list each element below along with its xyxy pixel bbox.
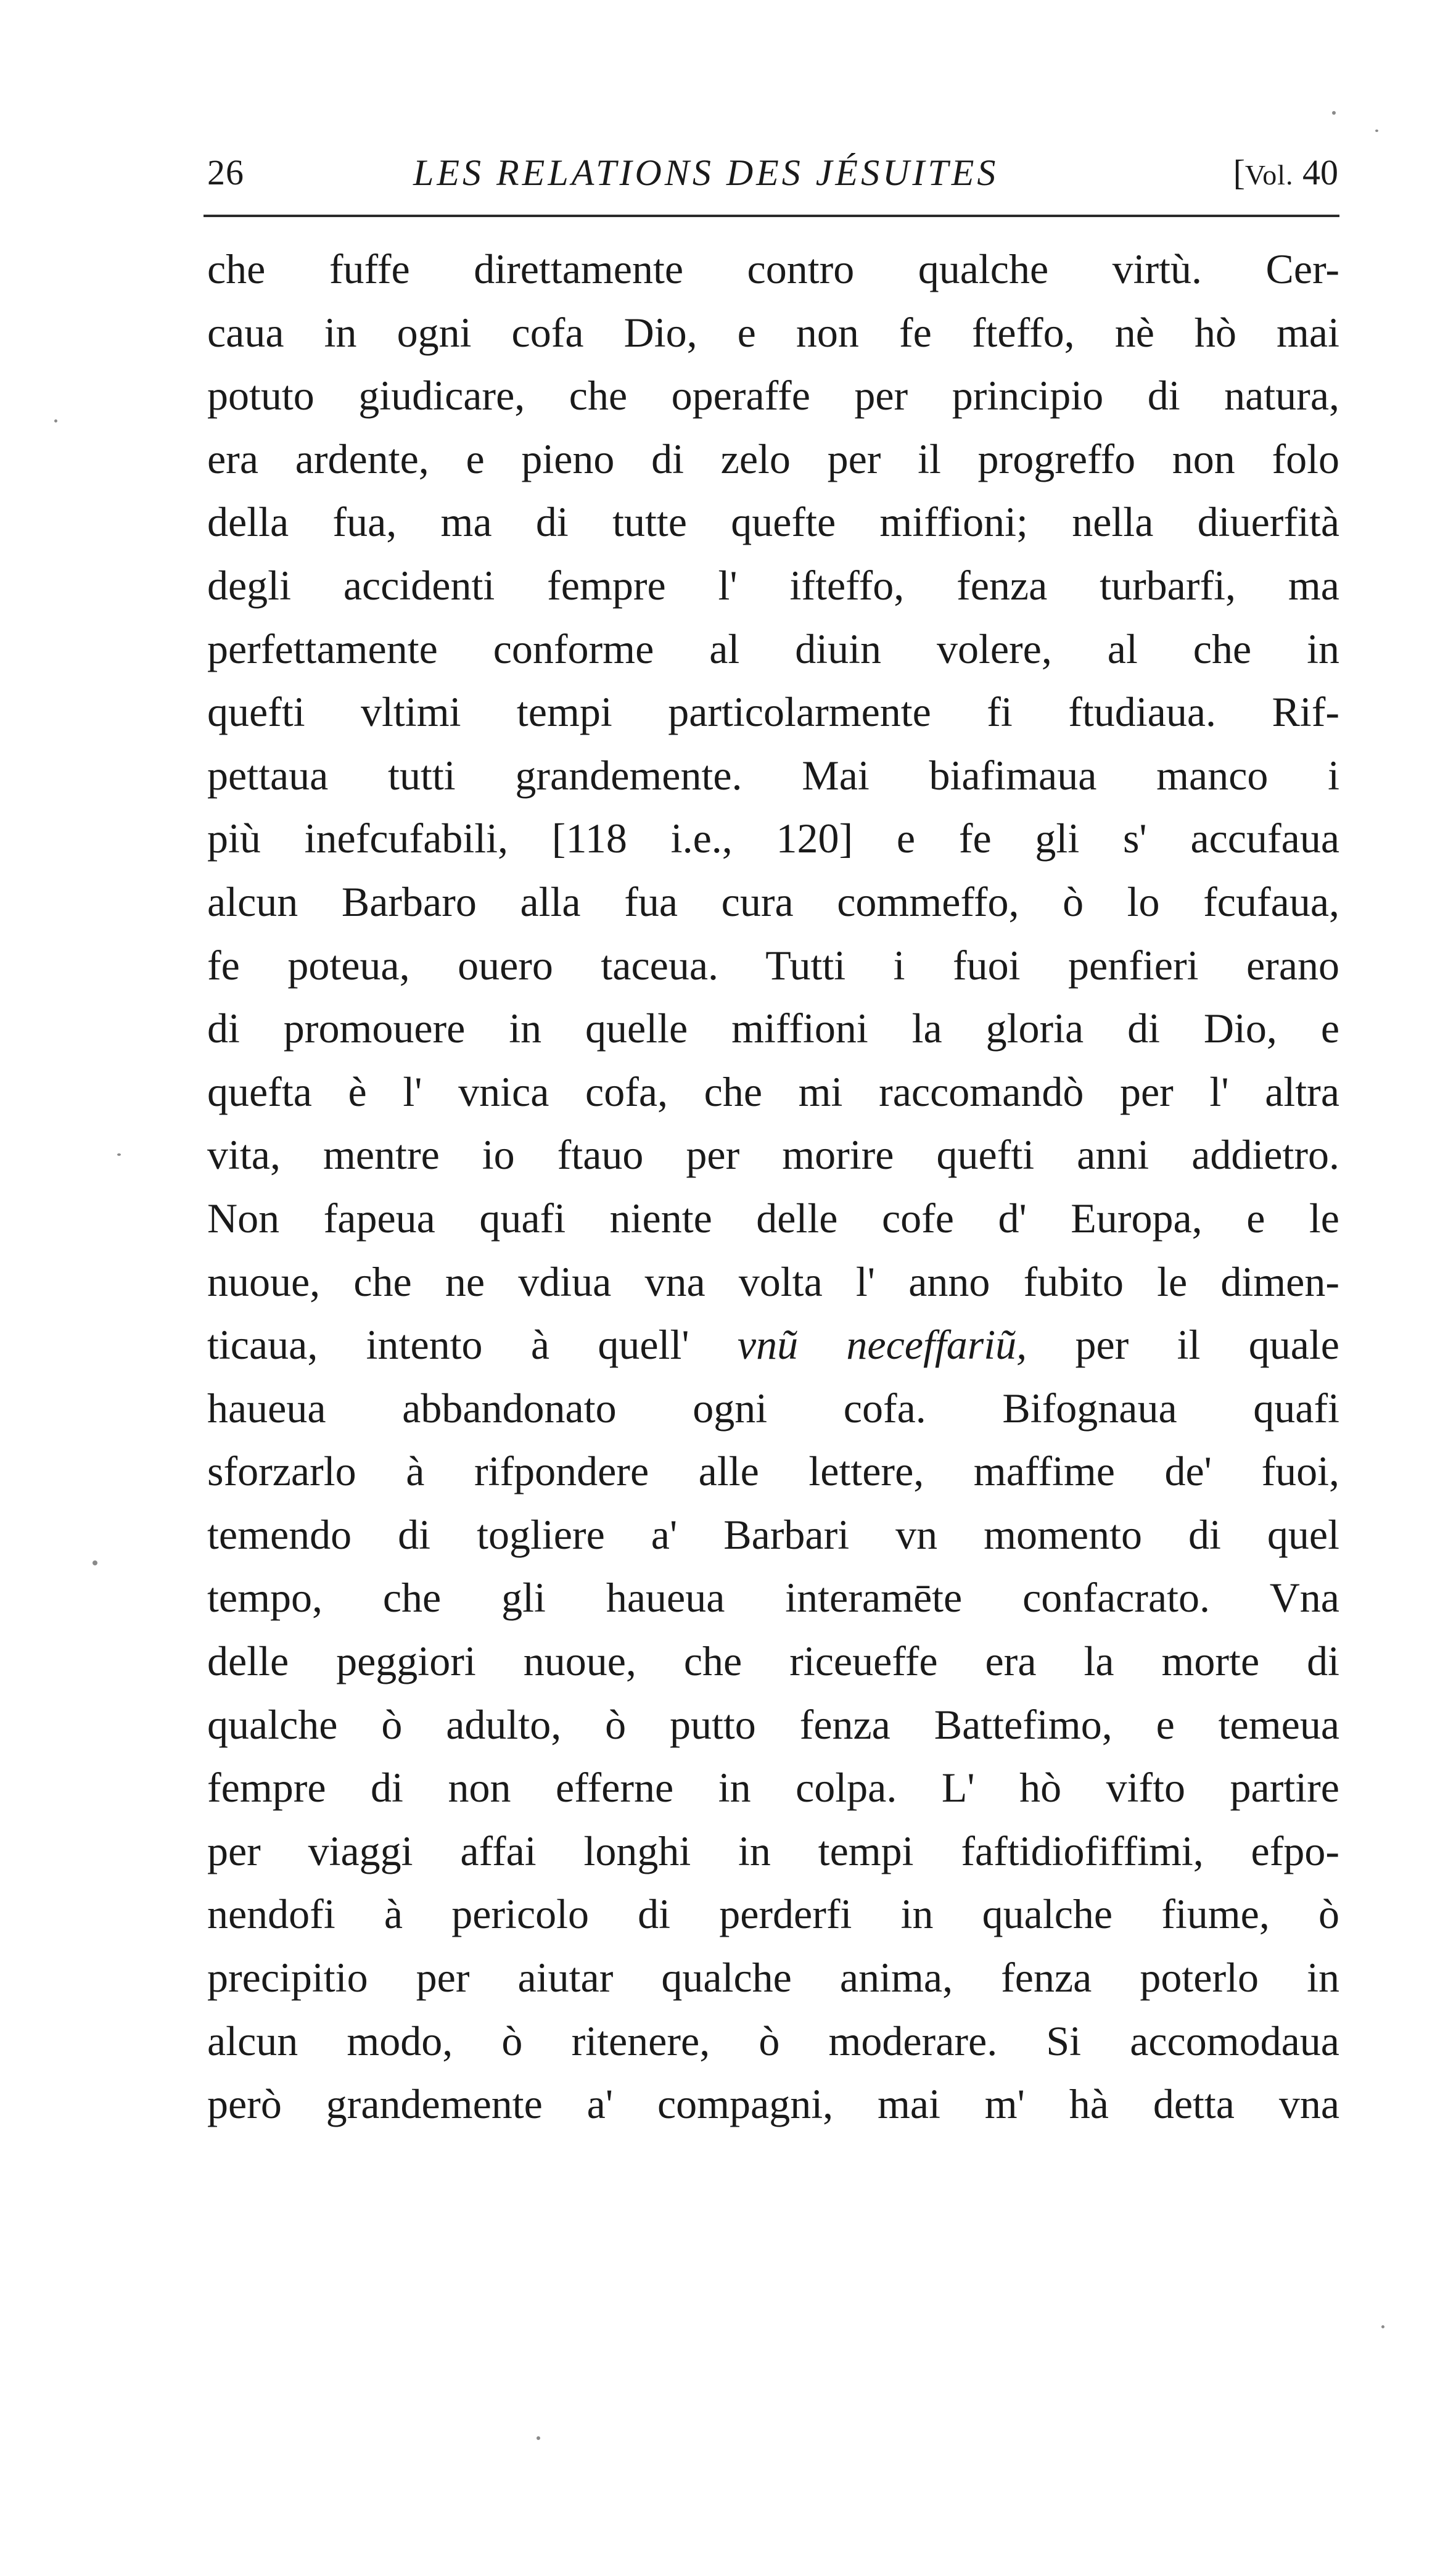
text-line: della fua, ma di tutte quefte miffioni; nella diuerfità bbox=[207, 498, 1339, 546]
text-line: Non fapeua quafi niente delle cofe d' Europa, e le bbox=[207, 1194, 1339, 1242]
scan-speck bbox=[1375, 130, 1378, 132]
text-line: perfettamente conforme al diuin volere, al che in bbox=[207, 625, 1339, 672]
text-line: alcun Barbaro alla fua cura commeffo, ò lo fcufaua, bbox=[207, 878, 1339, 925]
text-line: fe poteua, ouero taceua. Tutti i fuoi penfieri erano bbox=[207, 941, 1339, 989]
text-line: qualche ò adulto, ò putto fenza Battefimo, e temeua bbox=[207, 1700, 1339, 1748]
text-line: degli accidenti fempre l' ifteffo, fenza turbarfi, ma bbox=[207, 561, 1339, 609]
text-line: era ardente, e pieno di zelo per il progreffo non folo bbox=[207, 435, 1339, 482]
scan-speck bbox=[1332, 111, 1336, 115]
running-head bbox=[185, 145, 1338, 200]
text-line: potuto giudicare, che operaffe per principio di natura, bbox=[207, 372, 1339, 419]
page-number: 26 bbox=[207, 152, 244, 192]
running-title: LES RELATIONS DES JÉSUITES bbox=[413, 152, 999, 193]
header-rule bbox=[204, 215, 1339, 217]
text-line: alcun modo, ò ritenere, ò moderare. Si accomodaua bbox=[207, 2017, 1339, 2064]
text-line bbox=[207, 1313, 1339, 1377]
text-line: fempre di non efferne in colpa. L' hò vifto partire bbox=[207, 1764, 1339, 1811]
text-line: di promouere in quelle miffioni la gloria di Dio, e bbox=[207, 1005, 1339, 1052]
scan-speck bbox=[54, 419, 57, 422]
scan-speck bbox=[117, 1153, 121, 1156]
text-line: temendo di togliere a' Barbari vn momento di quel bbox=[207, 1510, 1339, 1558]
text-line: però grandemente a' compagni, mai m' hà detta vna bbox=[207, 2080, 1339, 2128]
text-line: delle peggiori nuoue, che riceueffe era la morte di bbox=[207, 1638, 1339, 1685]
latin-phrase: vnũ neceffariũ, bbox=[737, 1321, 1027, 1369]
volume-bracket: [ bbox=[1233, 152, 1245, 192]
text-run: ticaua, intento à quell' bbox=[207, 1321, 738, 1369]
text-line: precipitio per aiutar qualche anima, fenza poterlo in bbox=[207, 1954, 1339, 2001]
text-line: tempo, che gli haueua interamēte confacrato. Vna bbox=[207, 1574, 1339, 1622]
text-line: nuoue, che ne vdiua vna volta l' anno fubito le dimen- bbox=[207, 1258, 1339, 1305]
text-line: più inefcufabili, [118 i.e., 120] e fe gli s' accufaua bbox=[207, 815, 1339, 862]
text-line: sforzarlo à rifpondere alle lettere, maffime de' fuoi, bbox=[207, 1448, 1339, 1495]
volume-reference bbox=[1233, 145, 1338, 203]
text-line: nendofi à pericolo di perderfi in qualche fiume, ò bbox=[207, 1890, 1339, 1938]
text-line: quefta è l' vnica cofa, che mi raccomandò per l' altra bbox=[207, 1068, 1339, 1115]
text-line: haueua abbandonato ogni cofa. Bifognaua quafi bbox=[207, 1384, 1339, 1432]
text-line: caua in ogni cofa Dio, e non fe fteffo, nè hò mai bbox=[207, 308, 1339, 356]
scan-speck bbox=[1381, 2325, 1384, 2328]
text-line: per viaggi affai longhi in tempi faftidiofiffimi, efpo- bbox=[207, 1827, 1339, 1874]
text-line: quefti vltimi tempi particolarmente fi ftudiaua. Rif- bbox=[207, 688, 1339, 736]
text-line: vita, mentre io ftauo per morire quefti anni addietro. bbox=[207, 1131, 1339, 1179]
text-line: pettaua tutti grandemente. Mai biafimaua manco i bbox=[207, 751, 1339, 799]
volume-label: Vol. bbox=[1244, 159, 1294, 191]
text-run: per il quale bbox=[1027, 1321, 1339, 1369]
body-text bbox=[207, 237, 1339, 2136]
scan-speck bbox=[537, 2436, 540, 2440]
scan-speck bbox=[93, 1560, 97, 1565]
volume-number: 40 bbox=[1302, 152, 1338, 192]
text-line: che fuffe direttamente contro qualche virtù. Cer- bbox=[207, 245, 1339, 292]
